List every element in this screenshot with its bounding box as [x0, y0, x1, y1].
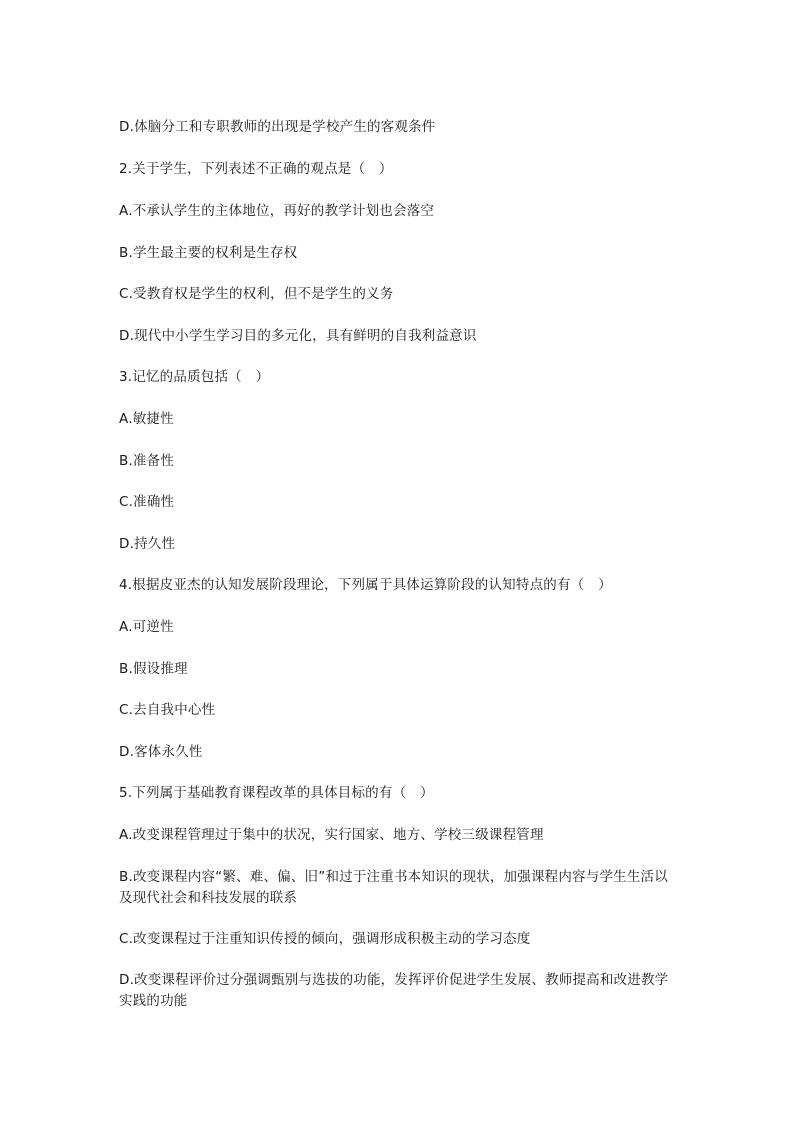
- question-3-option-d: D.持久性: [119, 536, 176, 552]
- question-2-option-a: A.不承认学生的主体地位，再好的教学计划也会落空: [119, 203, 435, 219]
- question-2-stem: 2.关于学生，下列表述不正确的观点是（ ）: [119, 161, 393, 177]
- question-4-option-c: C.去自我中心性: [119, 702, 216, 718]
- question-2-option-b: B.学生最主要的权利是生存权: [119, 245, 298, 261]
- question-5-stem: 5.下列属于基础教育课程改革的具体目标的有（ ）: [119, 785, 434, 801]
- question-4-option-d: D.客体永久性: [119, 744, 203, 760]
- question-1-option-d: D.体脑分工和专职教师的出现是学校产生的客观条件: [119, 119, 436, 135]
- question-3-stem: 3.记忆的品质包括（ ）: [119, 369, 270, 385]
- question-5-option-a: A.改变课程管理过于集中的状况，实行国家、地方、学校三级课程管理: [119, 827, 544, 843]
- question-3-option-c: C.准确性: [119, 494, 175, 510]
- question-5-option-b: B.改变课程内容“繁、难、偏、旧”和过于注重书本知识的现状，加强课程内容与学生生活以及现代社会和科技发展的联系: [119, 869, 668, 906]
- question-4-option-a: A.可逆性: [119, 619, 174, 635]
- question-2-option-d: D.现代中小学生学习目的多元化，具有鲜明的自我利益意识: [119, 328, 477, 344]
- question-2-option-c: C.受教育权是学生的权利，但不是学生的义务: [119, 286, 394, 302]
- question-4-option-b: B.假设推理: [119, 661, 188, 677]
- question-3-option-b: B.准备性: [119, 453, 175, 469]
- question-5-option-c: C.改变课程过于注重知识传授的倾向，强调形成积极主动的学习态度: [119, 931, 531, 947]
- question-5-option-d: D.改变课程评价过分强调甄别与选拔的功能，发挥评价促进学生发展、教师提高和改进教学实践的功能: [119, 972, 669, 1009]
- question-4-stem: 4.根据皮亚杰的认知发展阶段理论，下列属于具体运算阶段的认知特点的有（ ）: [119, 577, 612, 593]
- question-3-option-a: A.敏捷性: [119, 411, 174, 427]
